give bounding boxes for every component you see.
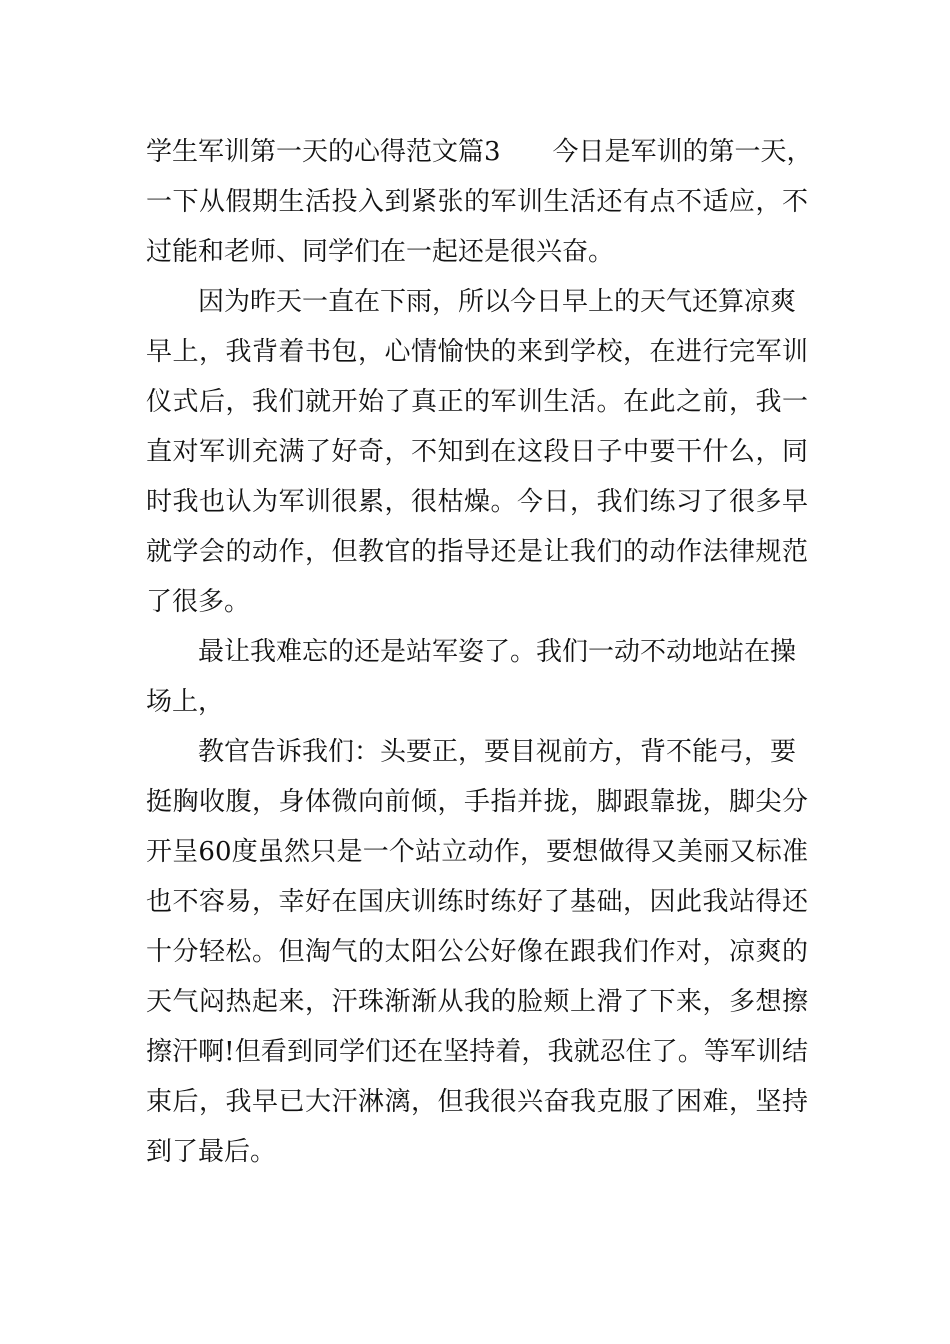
text-line: 挺胸收腹，身体微向前倾，手指并拢，脚跟靠拢，脚尖分 — [146, 787, 808, 817]
text-line: 开呈60度虽然只是一个站立动作，要想做得又美丽又标准 — [146, 837, 808, 867]
text-line: 十分轻松。但淘气的太阳公公好像在跟我们作对，凉爽的 — [146, 937, 808, 967]
text-line: 一下从假期生活投入到紧张的军训生活还有点不适应，不 — [146, 187, 808, 217]
text-line: 学生军训第一天的心得范文篇3 今日是军训的第一天， — [146, 137, 813, 167]
paragraph-first-line: 因为昨天一直在下雨，所以今日早上的天气还算凉爽 — [198, 287, 797, 317]
paragraph-first-line: 教官告诉我们：头要正，要目视前方，背不能弓，要 — [198, 737, 797, 767]
text-line: 到了最后。 — [146, 1137, 277, 1167]
text-line: 也不容易，幸好在国庆训练时练好了基础，因此我站得还 — [146, 887, 808, 917]
text-line: 束后，我早已大汗淋漓，但我很兴奋我克服了困难，坚持 — [146, 1087, 808, 1117]
text-line: 时我也认为军训很累，很枯燥。今日，我们练习了很多早 — [146, 487, 808, 517]
text-line: 直对军训充满了好奇，不知到在这段日子中要干什么，同 — [146, 437, 808, 467]
text-line: 就学会的动作，但教官的指导还是让我们的动作法律规范 — [146, 537, 808, 567]
text-line: 了很多。 — [146, 587, 251, 617]
text-line: 天气闷热起来，汗珠渐渐从我的脸颊上滑了下来，多想擦 — [146, 987, 808, 1017]
text-line: 早上，我背着书包，心情愉快的来到学校，在进行完军训 — [146, 337, 808, 367]
text-line: 仪式后，我们就开始了真正的军训生活。在此之前，我一 — [146, 387, 808, 417]
text-line: 过能和老师、同学们在一起还是很兴奋。 — [146, 237, 615, 267]
paragraph-first-line: 最让我难忘的还是站军姿了。我们一动不动地站在操 — [198, 637, 797, 667]
text-line: 场上， — [146, 687, 225, 717]
text-line: 擦汗啊!但看到同学们还在坚持着，我就忍住了。等军训结 — [146, 1037, 808, 1067]
document-body — [146, 127, 813, 1177]
